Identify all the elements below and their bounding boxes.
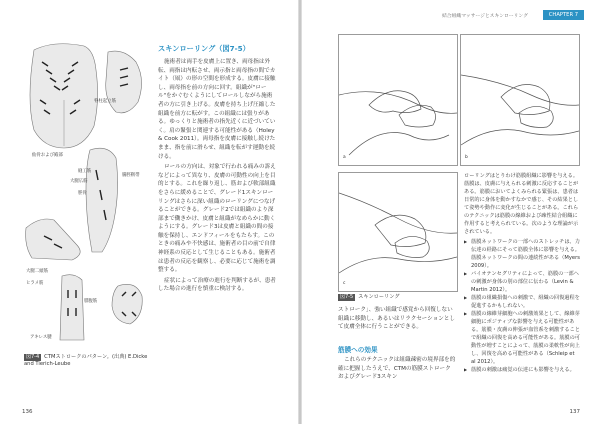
hands-drawing-c	[339, 173, 457, 291]
chapter-tab: CHAPTER 7	[543, 10, 584, 20]
hands-drawing-b	[461, 35, 579, 165]
label-sacrum: 仙骨および殿部	[32, 153, 63, 158]
paragraph-1: 施術者は両手を皮膚上に置き、両母指は外転、両指は内転させ、両示指と両母指の間でカイト（凧）の形の空間を形成する。皮膚に接触し、両母指を前の方向に回す。組織が"ロール"をかぐむくようにしてロールしながら施術者の方に引き上げる。皮膚を持ち上げ圧縮した組織を前方に転がす。この組織には張りがある。ゆっくりと施術者の指先近くに近づいていく。肩の緊張と関連する可能性がある（Holey & Cook 2011）。両母指を皮膚に接触し続けたまま、指を前に滑らせ、組織を転がす運動を続ける。	[158, 59, 276, 160]
label-itband: 腸脛靭帯	[122, 173, 140, 178]
hands-drawing-a	[339, 35, 457, 165]
photo-panel-a	[338, 34, 458, 166]
running-header: 結合組織マッサージとスキンローリング	[442, 14, 528, 19]
figure-7-4-caption	[24, 354, 156, 368]
bullet-item: ▶ バイオテンセグリティによって、筋膜の一部への刺激が身体の別の部位に伝わる（Levin & Martin 2012）。	[464, 270, 580, 294]
left-page	[0, 0, 298, 424]
ctm-stroke-figure	[24, 40, 150, 350]
label-erector: 脊柱起立筋	[94, 99, 116, 104]
paragraph-stroke: ストローク」、強い組織で感覚から回復しない組織に移動し、あるいはリラクセーションとして皮膚全体に行うことができる。	[338, 307, 456, 331]
photo-panel-b	[460, 34, 580, 166]
paragraph-fascia: これらのテクニックは組織疎密の境界部を的確に把握したうえで、CTMの筋膜ストロークおよびグレード3スキン	[338, 357, 456, 381]
label-soleus: ヒラメ筋	[26, 281, 44, 286]
left-body-text	[158, 58, 276, 294]
theory-bullet-list	[464, 238, 580, 374]
label-gastrocnemius: 腓腹筋	[84, 299, 98, 304]
caption-text-7-5: スキンローリング	[358, 294, 400, 300]
bullet-item: ▶ 筋膜ネットワークの一部へのストレッチは、力伝達の経路にそって筋膜全体に影響を与える。筋膜ネットワークの間の連続性がある（Myers 2009）。	[464, 238, 580, 270]
label-sartorius: 縫工筋	[78, 169, 92, 174]
section-title-skin-rolling: スキンローリング（図7-5）	[158, 44, 250, 53]
subhead-fascia: 筋膜への効果	[338, 346, 378, 354]
paragraph-rolling: ローリングはとりわけ筋膜組織に影響を与える。筋膜は、皮膚に与えられる刺激に反応することがある。筋膜においてよくみられる緊張は、患者は日常的に身体を動かすなかで感じ、その結果として姿勢や動作に変化が生じることがある。これらのテクニックは筋膜の線維および疎性結合組織に作用すると考えられている。次のような理論が示されている。	[464, 173, 579, 235]
right-left-column-2	[338, 356, 456, 382]
figure-7-5-caption	[338, 294, 400, 301]
page-number-right: 137	[569, 409, 580, 415]
panel-label-c: c	[343, 281, 346, 286]
panel-label-a: a	[343, 155, 346, 160]
right-right-column	[464, 172, 580, 374]
bullet-item: ▶ 筋膜の刺激は痛覚の伝達にも影響を与える。	[464, 366, 580, 374]
label-biceps: 大腿二頭筋	[26, 269, 48, 274]
right-left-column	[338, 306, 456, 335]
paragraph-2: ロールの方向は、対象で行われる痛みの訴えなどによって異なり、皮膚の可動性の向上を目的とする。これを繰り返し、筋および軟部組織をさらに緩めることで、グレード1スキンローリングはさらに深い組織のローリングにつなげることができる。グレード2では組織のより深部まで働きかけ、皮膚と組織がなめらかに動くようにする。グレード3は皮膚と組織の間の接触を保持し、エンドフィールをもたらす。このときの痛みや不快感は、施術者の目の前で自律神経系の反応として生じることもある。施術者は患者の反応を観察し、必要に応じて施術を調整する。	[158, 164, 276, 274]
caption-number-7-5: 図7-5	[340, 294, 354, 300]
page-number-left: 136	[22, 409, 33, 415]
panel-label-b: b	[465, 155, 468, 160]
label-vastus: 大腿広筋	[70, 179, 88, 184]
caption-text: CTMストロークのパターン。(出典) E.Dicke and Tierich-Leube	[24, 354, 148, 367]
label-tibia: 脛骨	[78, 191, 87, 196]
caption-number: 図7-4	[26, 354, 40, 360]
photo-panel-c	[338, 172, 458, 292]
right-page	[302, 0, 600, 424]
bullet-item: ▶ 筋膜の組織損傷への刺激で、組織の回復過程を促進するかもしれない。	[464, 294, 580, 310]
bullet-item: ▶ 筋膜の線維芽細胞への刺激効果として、線維芽細胞にポジティブな影響を与える可能性がある。筋膜・皮膚の伸張が血管系を刺激することで組織の回復を高める可能性がある。筋膜の可動性が増すことによって、筋膜の柔軟性が向上し、回復を高める可能性がある（Schleip et al 2012）。	[464, 310, 580, 366]
paragraph-3: 症状によって治療の進行を判断するが、患者した場合の進行を慎重に検討する。	[158, 277, 276, 293]
label-achilles: アキレス腱	[30, 335, 52, 340]
